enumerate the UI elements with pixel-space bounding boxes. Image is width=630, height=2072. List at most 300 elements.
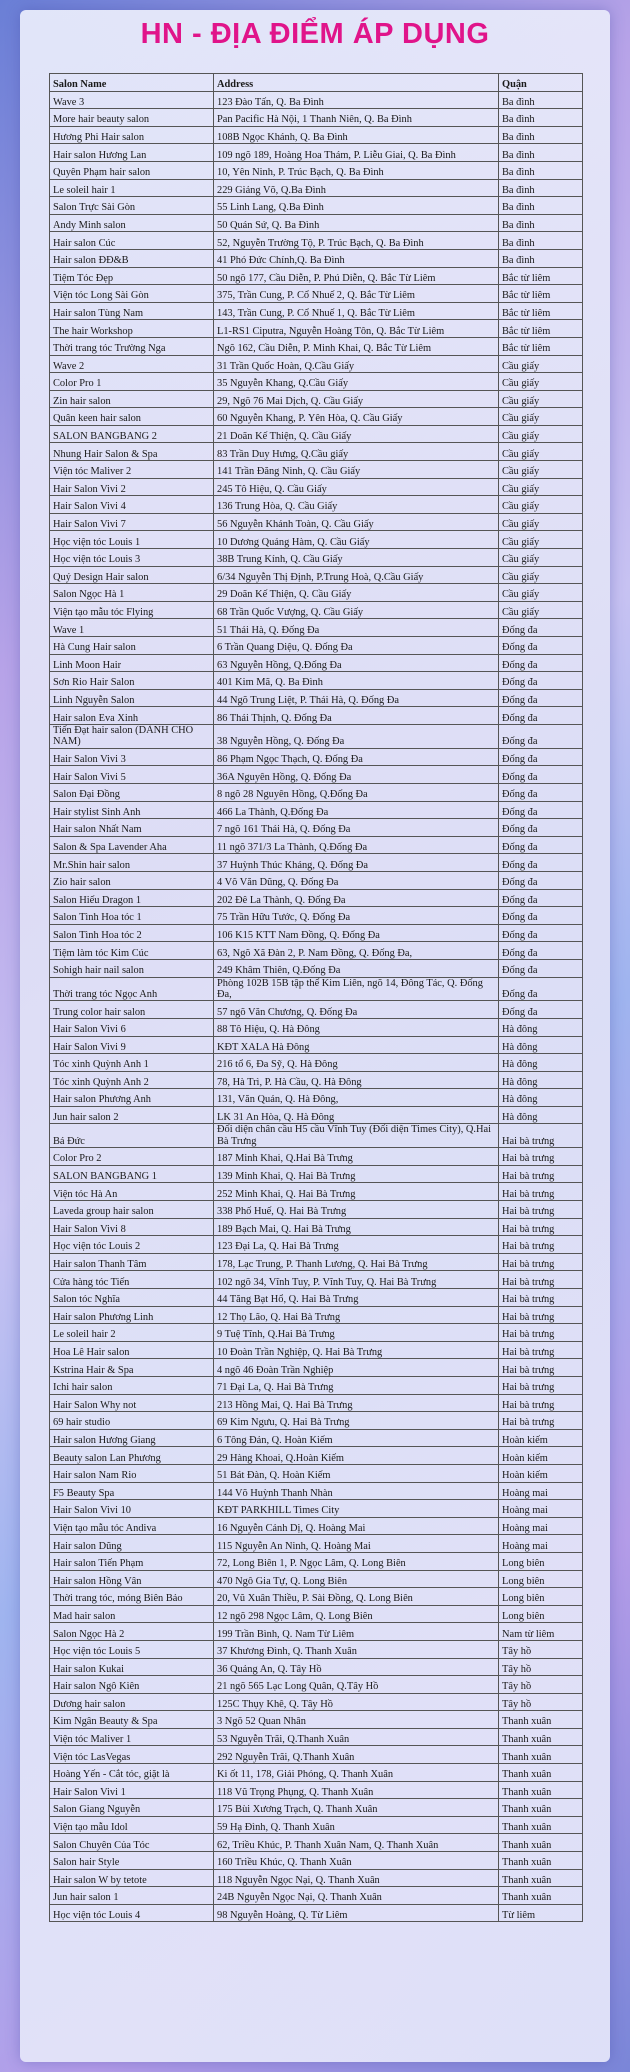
address-cell: 375, Trần Cung, P. Cổ Nhuế 2, Q. Bắc Từ Liêm	[214, 285, 499, 303]
salon-name-cell: Hair salon Ngô Kiên	[50, 1676, 214, 1694]
district-cell: Bắc từ liêm	[499, 320, 583, 338]
table-row	[50, 337, 583, 355]
district-cell: Thanh xuân	[499, 1834, 583, 1852]
district-cell: Long biên	[499, 1570, 583, 1588]
salon-name-cell: Color Pro 2	[50, 1148, 214, 1166]
salon-name-cell: Học viện tóc Louis 5	[50, 1640, 214, 1658]
district-cell: Ba đình	[499, 214, 583, 232]
salon-name-cell: Hair salon Nam Rio	[50, 1464, 214, 1482]
salon-name-cell: SALON BANGBANG 2	[50, 425, 214, 443]
salon-name-cell: Hair salon Hương Lan	[50, 144, 214, 162]
salon-name-cell: Thời trang tóc Trường Nga	[50, 337, 214, 355]
address-cell: 37 Huỳnh Thúc Kháng, Q. Đống Đa	[214, 854, 499, 872]
table-row	[50, 1306, 583, 1324]
table-row	[50, 1623, 583, 1641]
table-row	[50, 924, 583, 942]
table-row	[50, 1746, 583, 1764]
salon-name-cell: Sơn Rio Hair Salon	[50, 672, 214, 690]
header-address: Address	[214, 74, 499, 92]
district-cell: Tây hồ	[499, 1658, 583, 1676]
salon-name-cell: Hair Salon Vivi 10	[50, 1500, 214, 1518]
address-cell: 229 Giảng Võ, Q.Ba Đình	[214, 179, 499, 197]
salon-name-cell: Hair salon ĐĐ&B	[50, 249, 214, 267]
table-row	[50, 214, 583, 232]
table-row	[50, 783, 583, 801]
district-cell: Hai bà trưng	[499, 1253, 583, 1271]
table-row	[50, 889, 583, 907]
salon-name-cell: Hoa Lê Hair salon	[50, 1341, 214, 1359]
district-cell: Đống đa	[499, 689, 583, 707]
salon-name-cell: The hair Workshop	[50, 320, 214, 338]
salon-name-cell: Viện tóc Hà An	[50, 1183, 214, 1201]
district-cell: Ba đình	[499, 232, 583, 250]
salon-name-cell: Quân keen hair salon	[50, 408, 214, 426]
address-cell: 178, Lạc Trung, P. Thanh Lương, Q. Hai Bà Trưng	[214, 1253, 499, 1271]
address-cell: 50 ngõ 177, Cầu Diễn, P. Phú Diễn, Q. Bắc Từ Liêm	[214, 267, 499, 285]
address-cell: 36A Nguyên Hồng, Q. Đống Đa	[214, 766, 499, 784]
address-cell: 56 Nguyễn Khánh Toàn, Q. Cầu Giấy	[214, 513, 499, 531]
address-cell: 189 Bạch Mai, Q. Hai Bà Trưng	[214, 1218, 499, 1236]
salon-name-cell: Học viện tóc Louis 2	[50, 1236, 214, 1254]
table-row	[50, 1071, 583, 1089]
salon-name-cell: Viện tóc Maliver 1	[50, 1728, 214, 1746]
district-cell: Thanh xuân	[499, 1799, 583, 1817]
table-row	[50, 1429, 583, 1447]
district-cell: Cầu giấy	[499, 425, 583, 443]
address-cell: 55 Linh Lang, Q.Ba Đình	[214, 197, 499, 215]
salon-name-cell: Salon Chuyên Của Tóc	[50, 1834, 214, 1852]
district-cell: Bắc từ liêm	[499, 285, 583, 303]
table-row	[50, 637, 583, 655]
table-row	[50, 1054, 583, 1072]
salon-name-cell: Học viện tóc Louis 3	[50, 549, 214, 567]
table-row	[50, 1341, 583, 1359]
district-cell: Từ liêm	[499, 1904, 583, 1922]
address-cell: 24B Nguyễn Ngọc Nại, Q. Thanh Xuân	[214, 1887, 499, 1905]
district-cell: Tây hồ	[499, 1693, 583, 1711]
table-row	[50, 478, 583, 496]
salon-name-cell: Hair salon Nhất Nam	[50, 819, 214, 837]
table-row	[50, 144, 583, 162]
address-cell: 29, Ngõ 76 Mai Dịch, Q. Cầu Giấy	[214, 390, 499, 408]
district-cell: Hai bà trưng	[499, 1271, 583, 1289]
address-cell: 199 Trần Bình, Q. Nam Từ Liêm	[214, 1623, 499, 1641]
salon-name-cell: Hair salon Eva Xinh	[50, 707, 214, 725]
table-row	[50, 748, 583, 766]
salon-name-cell: Hair Salon Why not	[50, 1394, 214, 1412]
table-row	[50, 1148, 583, 1166]
table-row	[50, 766, 583, 784]
table-row	[50, 566, 583, 584]
table-row	[50, 1869, 583, 1887]
table-row	[50, 584, 583, 602]
salon-name-cell: Thời trang tóc Ngọc Anh	[50, 977, 214, 1001]
address-cell: 252 Minh Khai, Q. Hai Bà Trưng	[214, 1183, 499, 1201]
address-cell: 63, Ngõ Xã Đàn 2, P. Nam Đồng, Q. Đống Đa,	[214, 942, 499, 960]
district-cell: Hai bà trưng	[499, 1412, 583, 1430]
district-cell: Hai bà trưng	[499, 1124, 583, 1148]
district-cell: Hai bà trưng	[499, 1377, 583, 1395]
table-row	[50, 285, 583, 303]
address-cell: 245 Tô Hiệu, Q. Cầu Giấy	[214, 478, 499, 496]
address-cell: Pan Pacific Hà Nội, 1 Thanh Niên, Q. Ba Đình	[214, 109, 499, 127]
address-cell: 216 tổ 6, Đa Sỹ, Q. Hà Đông	[214, 1054, 499, 1072]
table-row	[50, 355, 583, 373]
table-row	[50, 1253, 583, 1271]
salon-name-cell: Cửa hàng tóc Tiến	[50, 1271, 214, 1289]
table-row	[50, 443, 583, 461]
table-row	[50, 302, 583, 320]
district-cell: Ba đình	[499, 109, 583, 127]
address-cell: 143, Trần Cung, P. Cổ Nhuế 1, Q. Bắc Từ Liêm	[214, 302, 499, 320]
address-cell: 9 Tuệ Tĩnh, Q.Hai Bà Trưng	[214, 1324, 499, 1342]
salon-name-cell: More hair beauty salon	[50, 109, 214, 127]
district-cell: Đống đa	[499, 942, 583, 960]
district-cell: Cầu giấy	[499, 566, 583, 584]
address-cell: 11 ngõ 371/3 La Thành, Q.Đống Đa	[214, 836, 499, 854]
salon-name-cell: Hair Salon Vivi 9	[50, 1036, 214, 1054]
address-cell: 57 ngõ Văn Chương, Q. Đống Đa	[214, 1001, 499, 1019]
address-cell: 249 Khâm Thiên, Q.Đống Đa	[214, 959, 499, 977]
address-cell: 69 Kim Ngưu, Q. Hai Bà Trưng	[214, 1412, 499, 1430]
district-cell: Đống đa	[499, 871, 583, 889]
salon-name-cell: Nhung Hair Salon & Spa	[50, 443, 214, 461]
table-row	[50, 1588, 583, 1606]
table-row	[50, 672, 583, 690]
address-cell: 6 Tông Đản, Q. Hoàn Kiếm	[214, 1429, 499, 1447]
address-cell: 31 Trần Quốc Hoàn, Q.Cầu Giấy	[214, 355, 499, 373]
district-cell: Đống đa	[499, 819, 583, 837]
address-cell: 175 Bùi Xương Trạch, Q. Thanh Xuân	[214, 1799, 499, 1817]
table-row	[50, 907, 583, 925]
salon-name-cell: Tóc xinh Quỳnh Anh 1	[50, 1054, 214, 1072]
salon-name-cell: Tiệm Tóc Đẹp	[50, 267, 214, 285]
address-cell: 213 Hồng Mai, Q. Hai Bà Trưng	[214, 1394, 499, 1412]
table-row	[50, 1852, 583, 1870]
salon-name-cell: Hoàng Yến - Cắt tóc, giặt là	[50, 1764, 214, 1782]
address-cell: 78, Hà Trì, P. Hà Cầu, Q. Hà Đông	[214, 1071, 499, 1089]
district-cell: Đống đa	[499, 766, 583, 784]
address-cell: 109 ngõ 189, Hoàng Hoa Thám, P. Liễu Giai, Q. Ba Đình	[214, 144, 499, 162]
header-salon-name: Salon Name	[50, 74, 214, 92]
address-cell: 29 Doãn Kế Thiện, Q. Cầu Giấy	[214, 584, 499, 602]
district-cell: Hoàn kiếm	[499, 1447, 583, 1465]
salon-name-cell: Color Pro 1	[50, 373, 214, 391]
salon-name-cell: Hair Salon Vivi 6	[50, 1018, 214, 1036]
page-title: HN - ĐỊA ĐIỂM ÁP DỤNG	[140, 18, 490, 50]
table-row	[50, 1447, 583, 1465]
address-cell: LK 31 An Hòa, Q. Hà Đông	[214, 1106, 499, 1124]
district-cell: Bắc từ liêm	[499, 337, 583, 355]
salon-name-cell: SALON BANGBANG 1	[50, 1165, 214, 1183]
table-header-row	[50, 74, 583, 92]
salon-name-cell: Andy Minh salon	[50, 214, 214, 232]
address-cell: 6/34 Nguyễn Thị Định, P.Trung Hoà, Q.Cầu Giấy	[214, 566, 499, 584]
salon-name-cell: Hair Salon Vivi 2	[50, 478, 214, 496]
salon-name-cell: Hà Cung Hair salon	[50, 637, 214, 655]
district-cell: Cầu giấy	[499, 461, 583, 479]
salon-name-cell: Salon Ngọc Hà 1	[50, 584, 214, 602]
address-cell: 38B Trung Kính, Q. Cầu Giấy	[214, 549, 499, 567]
table-row	[50, 249, 583, 267]
salon-name-cell: Hair salon W by tetote	[50, 1869, 214, 1887]
district-cell: Long biên	[499, 1588, 583, 1606]
district-cell: Đống đa	[499, 637, 583, 655]
district-cell: Thanh xuân	[499, 1764, 583, 1782]
address-cell: 62, Triều Khúc, P. Thanh Xuân Nam, Q. Thanh Xuân	[214, 1834, 499, 1852]
salon-name-cell: Kstrina Hair & Spa	[50, 1359, 214, 1377]
district-cell: Hà đông	[499, 1018, 583, 1036]
table-row	[50, 1482, 583, 1500]
table-row	[50, 461, 583, 479]
salon-name-cell: Hair salon Phương Anh	[50, 1089, 214, 1107]
district-cell: Hai bà trưng	[499, 1201, 583, 1219]
district-cell: Bắc từ liêm	[499, 267, 583, 285]
address-cell: 10 Đoàn Trần Nghiệp, Q. Hai Bà Trưng	[214, 1341, 499, 1359]
district-cell: Cầu giấy	[499, 373, 583, 391]
address-cell: 98 Nguyễn Hoàng, Q. Từ Liêm	[214, 1904, 499, 1922]
table-row	[50, 1236, 583, 1254]
salon-name-cell: Hair stylist Sinh Anh	[50, 801, 214, 819]
address-cell: 38 Nguyễn Hồng, Q. Đống Đa	[214, 724, 499, 748]
district-cell: Hà đông	[499, 1071, 583, 1089]
address-cell: 6 Trần Quang Diệu, Q. Đống Đa	[214, 637, 499, 655]
district-cell: Thanh xuân	[499, 1746, 583, 1764]
address-cell: 36 Quảng An, Q. Tây Hồ	[214, 1658, 499, 1676]
district-cell: Đống đa	[499, 724, 583, 748]
address-cell: Ki ốt 11, 178, Giải Phóng, Q. Thanh Xuân	[214, 1764, 499, 1782]
table-row	[50, 232, 583, 250]
address-cell: 44 Tăng Bạt Hổ, Q. Hai Bà Trưng	[214, 1289, 499, 1307]
district-cell: Đống đa	[499, 1001, 583, 1019]
header-district: Quận	[499, 74, 583, 92]
table-row	[50, 1001, 583, 1019]
table-row	[50, 1711, 583, 1729]
district-cell: Cầu giấy	[499, 601, 583, 619]
salon-name-cell: Wave 2	[50, 355, 214, 373]
table-row	[50, 1394, 583, 1412]
table-row	[50, 425, 583, 443]
address-cell: 41 Phó Đức Chính,Q. Ba Đình	[214, 249, 499, 267]
address-cell: KĐT PARKHILL Times City	[214, 1500, 499, 1518]
salon-name-cell: Jun hair salon 1	[50, 1887, 214, 1905]
district-cell: Hà đông	[499, 1089, 583, 1107]
district-cell: Thanh xuân	[499, 1887, 583, 1905]
salon-name-cell: Trung color hair salon	[50, 1001, 214, 1019]
salon-name-cell: Zin hair salon	[50, 390, 214, 408]
district-cell: Thanh xuân	[499, 1852, 583, 1870]
salon-name-cell: Viện tạo mẫu tóc Andiva	[50, 1517, 214, 1535]
address-cell: 118 Nguyễn Ngọc Nại, Q. Thanh Xuân	[214, 1869, 499, 1887]
district-cell: Thanh xuân	[499, 1781, 583, 1799]
address-cell: 44 Ngõ Trung Liệt, P. Thái Hà, Q. Đống Đa	[214, 689, 499, 707]
address-cell: 3 Ngõ 52 Quan Nhân	[214, 1711, 499, 1729]
salon-name-cell: Hair salon Tiến Phạm	[50, 1552, 214, 1570]
district-cell: Đống đa	[499, 924, 583, 942]
salon-name-cell: Ichi hair salon	[50, 1377, 214, 1395]
table-row	[50, 390, 583, 408]
table-row	[50, 1799, 583, 1817]
table-row	[50, 1106, 583, 1124]
district-cell: Cầu giấy	[499, 443, 583, 461]
salon-name-cell: Hair salon Dũng	[50, 1535, 214, 1553]
salon-name-cell: Quyên Phạm hair salon	[50, 161, 214, 179]
address-cell: 21 Doãn Kế Thiện, Q. Cầu Giấy	[214, 425, 499, 443]
address-cell: 144 Võ Huỳnh Thanh Nhàn	[214, 1482, 499, 1500]
table-row	[50, 1324, 583, 1342]
salon-name-cell: F5 Beauty Spa	[50, 1482, 214, 1500]
table-row	[50, 1834, 583, 1852]
district-cell: Cầu giấy	[499, 408, 583, 426]
address-cell: 139 Minh Khai, Q. Hai Bà Trưng	[214, 1165, 499, 1183]
table-row	[50, 1904, 583, 1922]
salon-name-cell: Viện tóc Long Sài Gòn	[50, 285, 214, 303]
table-row	[50, 689, 583, 707]
salon-table	[49, 73, 583, 1922]
salon-name-cell: Salon Giang Nguyễn	[50, 1799, 214, 1817]
district-cell: Hà đông	[499, 1054, 583, 1072]
table-row	[50, 1289, 583, 1307]
address-cell: 12 ngõ 298 Ngọc Lâm, Q. Long Biên	[214, 1605, 499, 1623]
table-row	[50, 531, 583, 549]
district-cell: Đống đa	[499, 707, 583, 725]
address-cell: 71 Đại La, Q. Hai Bà Trưng	[214, 1377, 499, 1395]
address-cell: 118 Vũ Trọng Phụng, Q. Thanh Xuân	[214, 1781, 499, 1799]
salon-name-cell: Salon tóc Nghĩa	[50, 1289, 214, 1307]
salon-name-cell: Laveda group hair salon	[50, 1201, 214, 1219]
table-row	[50, 1201, 583, 1219]
table-row	[50, 1570, 583, 1588]
address-cell: 53 Nguyễn Trãi, Q.Thanh Xuân	[214, 1728, 499, 1746]
address-cell: 21 ngõ 565 Lạc Long Quân, Q.Tây Hồ	[214, 1676, 499, 1694]
address-cell: 75 Trần Hữu Tước, Q. Đống Đa	[214, 907, 499, 925]
address-cell: Ngõ 162, Cầu Diễn, P. Minh Khai, Q. Bắc Từ Liêm	[214, 337, 499, 355]
district-cell: Hai bà trưng	[499, 1341, 583, 1359]
salon-name-cell: Hương Phi Hair salon	[50, 126, 214, 144]
address-cell: 4 Võ Văn Dũng, Q. Đống Đa	[214, 871, 499, 889]
district-cell: Hà đông	[499, 1106, 583, 1124]
district-cell: Đống đa	[499, 907, 583, 925]
address-cell: 52, Nguyễn Trường Tộ, P. Trúc Bạch, Q. Ba Đình	[214, 232, 499, 250]
district-cell: Ba đình	[499, 161, 583, 179]
district-cell: Hoàng mai	[499, 1535, 583, 1553]
table-row	[50, 724, 583, 748]
table-row	[50, 619, 583, 637]
table-row	[50, 1816, 583, 1834]
table-row	[50, 1271, 583, 1289]
address-cell: 86 Phạm Ngọc Thạch, Q. Đống Đa	[214, 748, 499, 766]
salon-name-cell: Học viện tóc Louis 1	[50, 531, 214, 549]
table-row	[50, 549, 583, 567]
salon-name-cell: Hair salon Thanh Tâm	[50, 1253, 214, 1271]
district-cell: Ba đình	[499, 197, 583, 215]
table-row	[50, 1658, 583, 1676]
district-cell: Cầu giấy	[499, 513, 583, 531]
district-cell: Hai bà trưng	[499, 1183, 583, 1201]
table-row	[50, 959, 583, 977]
address-cell: Đối diện chân cầu H5 cầu Vĩnh Tuy (Đối diện Times City), Q.Hai Bà Trưng	[214, 1124, 499, 1148]
table-row	[50, 1359, 583, 1377]
district-cell: Cầu giấy	[499, 531, 583, 549]
address-cell: 86 Thái Thịnh, Q. Đống Đa	[214, 707, 499, 725]
district-cell: Long biên	[499, 1605, 583, 1623]
table-row	[50, 1124, 583, 1148]
address-cell: 123 Đại La, Q. Hai Bà Trưng	[214, 1236, 499, 1254]
district-cell: Hai bà trưng	[499, 1218, 583, 1236]
salon-name-cell: Hair salon Cúc	[50, 232, 214, 250]
table-row	[50, 871, 583, 889]
address-cell: 123 Đào Tấn, Q. Ba Đình	[214, 91, 499, 109]
district-cell: Thanh xuân	[499, 1711, 583, 1729]
address-cell: 106 K15 KTT Nam Đồng, Q. Đống Đa	[214, 924, 499, 942]
address-cell: 29 Hàng Khoai, Q.Hoàn Kiếm	[214, 1447, 499, 1465]
table-body	[50, 91, 583, 1922]
district-cell: Tây hồ	[499, 1640, 583, 1658]
district-cell: Đống đa	[499, 672, 583, 690]
address-cell: 202 Đê La Thành, Q. Đống Đa	[214, 889, 499, 907]
table-row	[50, 977, 583, 1001]
address-cell: 35 Nguyễn Khang, Q.Cầu Giấy	[214, 373, 499, 391]
table-row	[50, 1605, 583, 1623]
address-cell: 12 Thọ Lão, Q. Hai Bà Trưng	[214, 1306, 499, 1324]
table-row	[50, 1693, 583, 1711]
salon-name-cell: Học viện tóc Louis 4	[50, 1904, 214, 1922]
salon-name-cell: Tóc xinh Quỳnh Anh 2	[50, 1071, 214, 1089]
salon-name-cell: Thời trang tóc, móng Biên Bảo	[50, 1588, 214, 1606]
district-cell: Cầu giấy	[499, 355, 583, 373]
table-row	[50, 1165, 583, 1183]
address-cell: 338 Phố Huế, Q. Hai Bà Trưng	[214, 1201, 499, 1219]
salon-name-cell: Hair Salon Vivi 7	[50, 513, 214, 531]
table-row	[50, 942, 583, 960]
address-cell: 83 Trần Duy Hưng, Q.Cầu giấy	[214, 443, 499, 461]
district-cell: Hoàn kiếm	[499, 1464, 583, 1482]
district-cell: Ba đình	[499, 249, 583, 267]
district-cell: Hai bà trưng	[499, 1165, 583, 1183]
salon-name-cell: Tiến Đạt hair salon (DÀNH CHO NAM)	[50, 724, 214, 748]
salon-name-cell: Hair Salon Vivi 3	[50, 748, 214, 766]
district-cell: Đống đa	[499, 783, 583, 801]
table-row	[50, 1517, 583, 1535]
salon-name-cell: Le soleil hair 2	[50, 1324, 214, 1342]
table-row	[50, 1781, 583, 1799]
table-row	[50, 1018, 583, 1036]
salon-name-cell: Kim Ngân Beauty & Spa	[50, 1711, 214, 1729]
table-row	[50, 513, 583, 531]
salon-name-cell: Viện tóc LasVegas	[50, 1746, 214, 1764]
table-row	[50, 1552, 583, 1570]
table-row	[50, 1764, 583, 1782]
district-cell: Hà đông	[499, 1036, 583, 1054]
table-row	[50, 1218, 583, 1236]
district-cell: Ba đình	[499, 144, 583, 162]
salon-name-cell: Hair Salon Vivi 1	[50, 1781, 214, 1799]
address-cell: 470 Ngô Gia Tự, Q. Long Biên	[214, 1570, 499, 1588]
table-row	[50, 408, 583, 426]
district-cell: Cầu giấy	[499, 390, 583, 408]
table-row	[50, 109, 583, 127]
table-row	[50, 197, 583, 215]
table-row	[50, 1535, 583, 1553]
salon-name-cell: Salon Đại Đồng	[50, 783, 214, 801]
district-cell: Thanh xuân	[499, 1869, 583, 1887]
salon-name-cell: Jun hair salon 2	[50, 1106, 214, 1124]
address-cell: 102 ngõ 34, Vĩnh Tuy, P. Vĩnh Tuy, Q. Hai Bà Trưng	[214, 1271, 499, 1289]
table-row	[50, 1412, 583, 1430]
salon-name-cell: Hair salon Hương Giang	[50, 1429, 214, 1447]
district-cell: Hai bà trưng	[499, 1306, 583, 1324]
address-cell: 292 Nguyễn Trãi, Q.Thanh Xuân	[214, 1746, 499, 1764]
